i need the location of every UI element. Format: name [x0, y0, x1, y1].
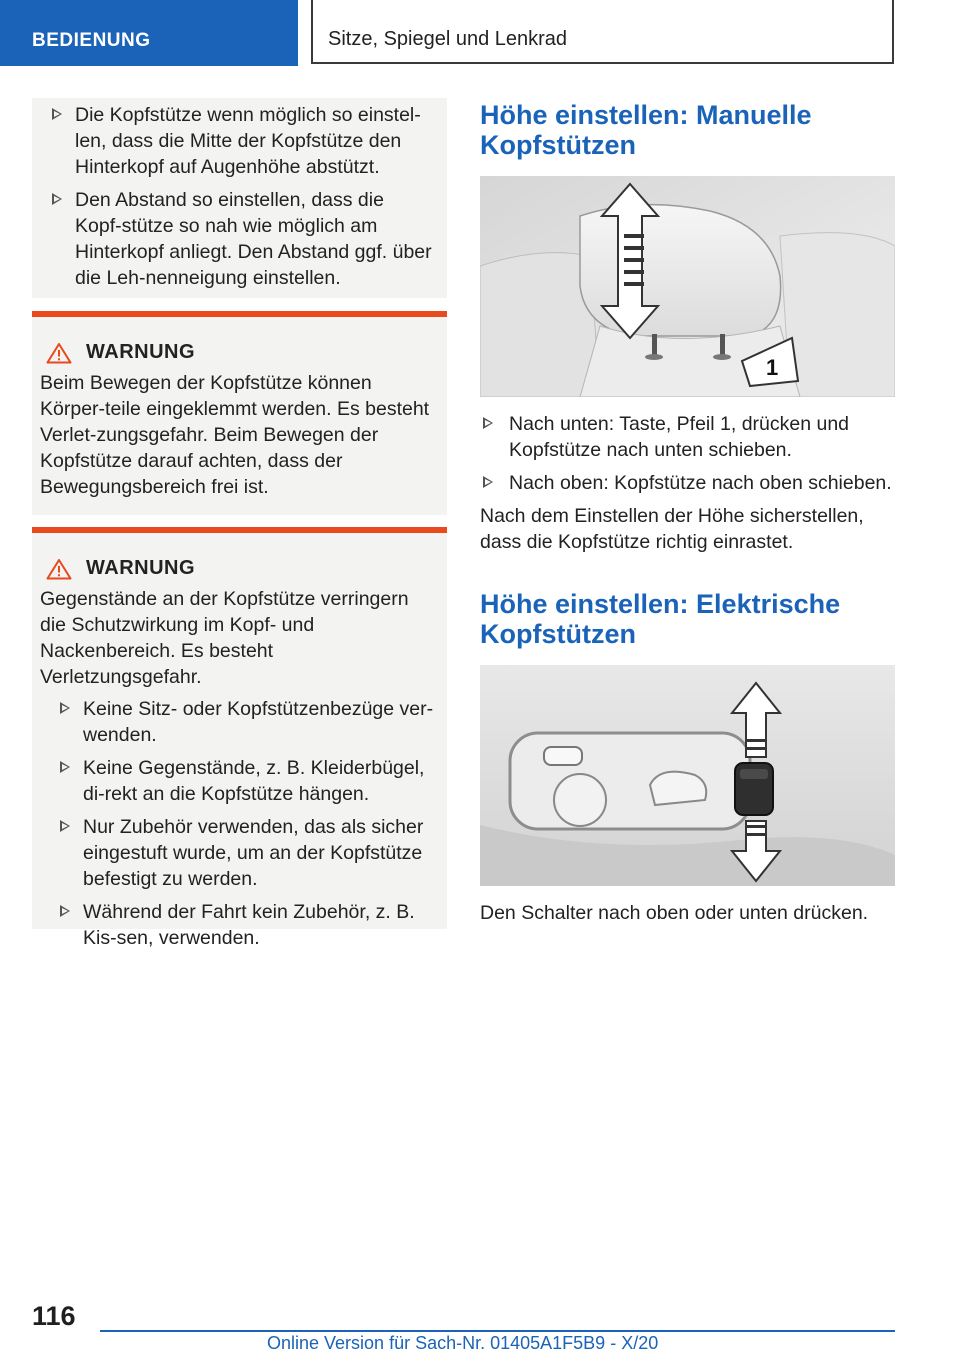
page-number: 116 — [32, 1301, 76, 1331]
list-item: Nach unten: Taste, Pfeil 1, drücken und Kopfstütze nach unten schieben. — [480, 411, 895, 463]
warning-title: WARNUNG — [86, 341, 196, 363]
list-item: Die Kopfstütze wenn möglich so einstel-len, dass die Mitte der Kopfstütze den Hinterkopf auf Augenhöhe abstützt. — [42, 102, 435, 180]
warning-triangle-icon — [46, 558, 72, 580]
list-item: Keine Sitz- oder Kopfstützenbezüge ver-wenden. — [40, 696, 437, 748]
warning-panel-2 — [32, 527, 447, 949]
callout-number: 1 — [766, 355, 779, 380]
headrest-electric-illustration — [480, 665, 895, 886]
headrest-manual-image — [480, 176, 895, 397]
chapter-title: Sitze, Spiegel und Lenkrad — [328, 28, 568, 50]
bullet-triangle-icon — [60, 761, 70, 773]
warning-text: Beim Bewegen der Kopfstütze können Körper-teile eingeklemmt werden. Es besteht Verlet-zungsgefahr. Beim Bewegen der Kopfstütze darauf achten, dass der Bewegungsbereich frei ist. — [40, 372, 430, 498]
intro-bullet-list — [42, 102, 435, 291]
section-label: BEDIENUNG — [32, 30, 151, 51]
right-column — [480, 100, 895, 926]
bullet-triangle-icon — [60, 820, 70, 832]
warning-bullet-list — [40, 696, 437, 951]
headrest-electric-image — [480, 665, 895, 886]
list-item: Nur Zubehör verwenden, das als sicher eingestuft wurde, um an der Kopfstütze befestigt zu werden. — [40, 814, 437, 892]
intro-panel — [32, 98, 447, 298]
electric-heading: Höhe einstellen: Elektrische Kopfstützen — [480, 589, 841, 649]
list-item: Keine Gegenstände, z. B. Kleiderbügel, di-rekt an die Kopfstütze hängen. — [40, 755, 437, 807]
electric-text: Den Schalter nach oben oder unten drücken. — [480, 902, 869, 924]
warning-heading — [40, 557, 437, 580]
list-item: Nach oben: Kopfstütze nach oben schieben. — [480, 470, 895, 496]
warning-title: WARNUNG — [86, 557, 196, 579]
manual-note: Nach dem Einstellen der Höhe sicherstellen, dass die Kopfstütze richtig einrastet. — [480, 505, 864, 553]
manual-heading: Höhe einstellen: Manuelle Kopfstützen — [480, 100, 812, 160]
manual-bullet-list — [480, 411, 895, 496]
list-item: Den Abstand so einstellen, dass die Kopf-stütze so nah wie möglich am Hinterkopf anliegt. Den Abstand ggf. über die Leh-nenneigung einstellen. — [42, 187, 435, 291]
chapter-header — [311, 0, 894, 64]
warning-heading — [40, 341, 437, 364]
footer-rule — [100, 1330, 895, 1332]
bullet-triangle-icon — [483, 476, 493, 488]
footer-edition: Online Version für Sach-Nr. 01405A1F5B9 - X/20 — [267, 1333, 659, 1353]
bullet-triangle-icon — [52, 193, 62, 205]
list-item: Während der Fahrt kein Zubehör, z. B. Kis-sen, verwenden. — [40, 899, 437, 951]
warning-triangle-icon — [46, 342, 72, 364]
bullet-triangle-icon — [60, 702, 70, 714]
bullet-triangle-icon — [52, 108, 62, 120]
bullet-triangle-icon — [60, 905, 70, 917]
section-tab — [0, 0, 298, 66]
warning-panel-1 — [32, 311, 447, 515]
bullet-triangle-icon — [483, 417, 493, 429]
warning-text: Gegenstände an der Kopfstütze verringern die Schutzwirkung im Kopf- und Nackenbereich. Es besteht Verletzungsgefahr. — [40, 588, 409, 688]
headrest-manual-illustration — [480, 176, 895, 397]
